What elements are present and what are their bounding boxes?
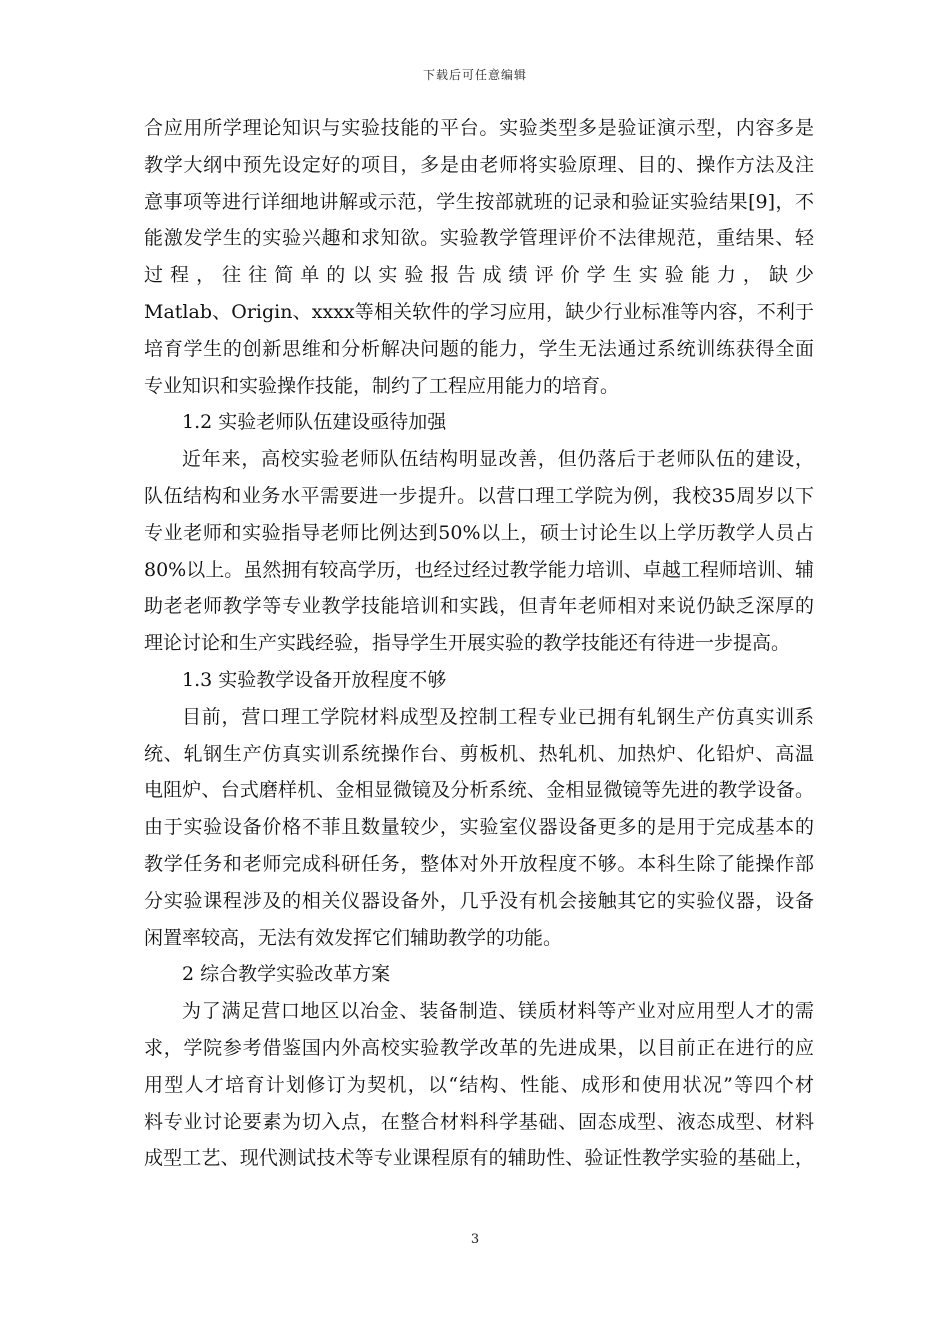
body-line: 培育学生的创新思维和分析解决问题的能力，学生无法通过系统训练获得全面 [144, 337, 814, 360]
document-body [144, 110, 814, 1177]
body-line: 意事项等进行详细地讲解或示范，学生按部就班的记录和验证实验结果[9]，不 [144, 190, 814, 213]
body-line: 闲置率较高，无法有效发挥它们辅助教学的功能。 [144, 926, 563, 949]
body-line: 近年来，高校实验老师队伍结构明显改善，但仍落后于老师队伍的建设， [182, 448, 814, 471]
page-number: 3 [470, 1232, 480, 1247]
body-line: 由于实验设备价格不菲且数量较少，实验室仪器设备更多的是用于完成基本的 [144, 816, 814, 839]
body-line: 求，学院参考借鉴国内外高校实验教学改革的先进成果，以目前正在进行的应 [144, 1036, 814, 1059]
body-line: 料专业讨论要素为切入点，在整合材料科学基础、固态成型、液态成型、材料 [144, 1110, 814, 1133]
body-line: 专业老师和实验指导老师比例达到50%以上，硕士讨论生以上学历教学人员占 [144, 521, 814, 544]
body-line: 能激发学生的实验兴趣和求知欲。实验教学管理评价不法律规范，重结果、轻 [144, 227, 814, 250]
body-line: 合应用所学理论知识与实验技能的平台。实验类型多是验证演示型，内容多是 [144, 117, 814, 139]
body-line: 80%以上。虽然拥有较高学历，也经过经过教学能力培训、卓越工程师培训、辅 [144, 558, 814, 581]
body-line: 助老老师教学等专业教学技能培训和实践，但青年老师相对来说仍缺乏深厚的 [144, 595, 814, 618]
body-line: 过 程 ， 往 往 简 单 的 以 实 验 报 告 成 绩 评 价 学 生 实 验 能 力 ， 缺 少 [144, 264, 814, 287]
body-line: 成型工艺、现代测试技术等专业课程原有的辅助性、验证性教学实验的基础上， [144, 1147, 814, 1170]
body-line: 队伍结构和业务水平需要进一步提升。以营口理工学院为例，我校35周岁以下 [144, 484, 814, 507]
page-header: 下载后可任意编辑 [422, 68, 527, 82]
body-line: 理论讨论和生产实践经验，指导学生开展实验的教学技能还有待进一步提高。 [144, 632, 791, 655]
section-heading: 1.2 实验老师队伍建设亟待加强 [182, 411, 447, 434]
body-line: 为了满足营口地区以冶金、装备制造、镁质材料等产业对应用型人才的需 [182, 1000, 814, 1023]
body-line: 教学大纲中预先设定好的项目，多是由老师将实验原理、目的、操作方法及注 [144, 153, 814, 176]
body-line: 电阻炉、台式磨样机、金相显微镜及分析系统、金相显微镜等先进的教学设备。 [144, 779, 814, 802]
section-heading: 1.3 实验教学设备开放程度不够 [182, 668, 447, 691]
body-line: 目前，营口理工学院材料成型及控制工程专业已拥有轧钢生产仿真实训系 [182, 705, 814, 728]
body-line: 专业知识和实验操作技能，制约了工程应用能力的培育。 [144, 374, 620, 397]
section-heading: 2 综合教学实验改革方案 [182, 963, 391, 986]
body-line: Matlab、Origin、xxxx等相关软件的学习应用，缺少行业标准等内容，不利于 [144, 300, 814, 323]
body-line: 教学任务和老师完成科研任务，整体对外开放程度不够。本科生除了能操作部 [144, 852, 814, 875]
body-line: 统、轧钢生产仿真实训系统操作台、剪板机、热轧机、加热炉、化铅炉、高温 [144, 742, 814, 765]
body-line: 用型人才培育计划修订为契机，以“结构、性能、成形和使用状况”等四个材 [144, 1073, 814, 1096]
body-line: 分实验课程涉及的相关仪器设备外，几乎没有机会接触其它的实验仪器，设备 [144, 889, 814, 912]
